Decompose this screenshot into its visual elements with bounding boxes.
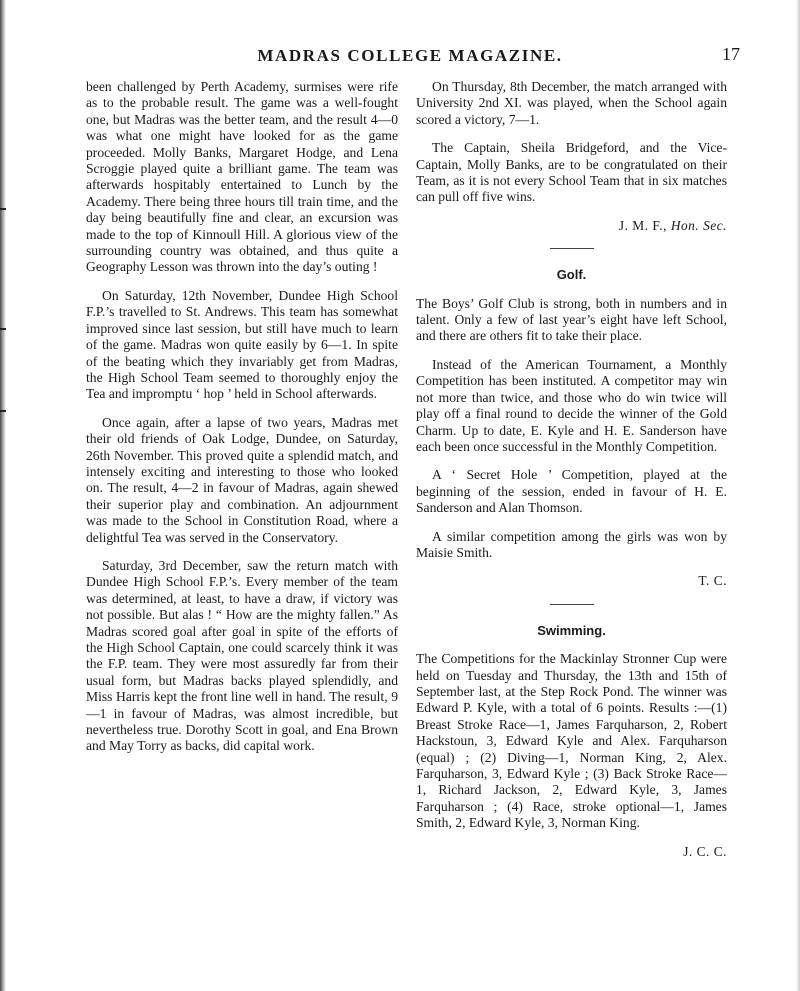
left-column xyxy=(86,79,398,767)
scan-mark xyxy=(0,410,6,412)
scan-mark xyxy=(0,208,6,210)
paragraph: On Thursday, 8th December, the match arranged with University 2nd XI. was played, when the School again scored a victory, 7—1. xyxy=(416,79,727,127)
right-column xyxy=(416,79,727,870)
scan-mark xyxy=(0,328,6,330)
scan-edge-right xyxy=(796,0,800,991)
section-divider xyxy=(550,248,594,249)
magazine-title: MADRAS COLLEGE MAGAZINE. xyxy=(257,46,563,65)
swimming-heading: Swimming. xyxy=(537,622,606,638)
paragraph: The Competitions for the Mackinlay Stronner Cup were held on Tuesday and Thursday, the 13th and 15th of September last, at the Step Rock Pond. The winner was Edward P. Kyle, with a total of 6 points. Results :—(1) Breast Stroke Race—1, James Farquharson, 2, Robert Hackstoun, 3, Edward Kyle and Alex. Farquharson (equal) ; (2) Diving—1, Norman King, 2, Alex. Farquharson, 3, Edward Kyle ; (3) Back Stroke Race—1, Richard Jackson, 2, Edward Kyle, 3, James Farquharson ; (4) Race, stroke optional—1, James Smith, 2, Edward Kyle, 3, Norman King. xyxy=(416,651,727,831)
paragraph: Instead of the American Tournament, a Monthly Competition has been instituted. A competitor may win not more than twice, and those who do win twice will play off a final round to decide the winner of the Gold Charm. Up to date, E. Kyle and H. E. Sanderson have each been once successful in the Monthly Competition. xyxy=(416,356,727,454)
scan-edge-left xyxy=(0,0,6,991)
paragraph: Once again, after a lapse of two years, Madras met their old friends of Oak Lodge, Dundee, on Saturday, 26th November. This proved quite a splendid match, and intensely exciting and interesting to those who looked on. The result, 4—2 in favour of Madras, again shewed their superior play and combination. An adjournment was made to the School in Constitution Road, where a delightful Tea was served in the Conservatory. xyxy=(86,414,398,545)
signature-initials: J. M. F., xyxy=(618,217,667,233)
paragraph: been challenged by Perth Academy, surmises were rife as to the probable result. The game was a well-fought one, but Madras was the better team, and the result 4—0 was what one might have looked for as the game proceeded. Molly Banks, Margaret Hodge, and Lena Scroggie played quite a brilliant game. The team was afterwards hospitably entertained to Lunch by the Academy. There being three hours till train time, and the day being beautifully fine and clear, an excursion was made to the top of Kinnoull Hill. A glorious view of the surrounding country was obtained, and thus quite a Geography Lesson was thrown into the day’s outing ! xyxy=(86,79,398,275)
signature-golf: T. C. xyxy=(698,573,727,589)
paragraph: The Boys’ Golf Club is strong, both in numbers and in talent. Only a few of last year’s eight have left School, and there are others fit to take their place. xyxy=(416,295,727,344)
golf-heading: Golf. xyxy=(556,267,587,283)
paragraph: On Saturday, 12th November, Dundee High School F.P.’s travelled to St. Andrews. This team has somewhat improved since last session, but still have much to learn of the game. Madras won quite easily by 6—1. In spite of the beating which they invariably get from Madras, the High School Team seemed to thoroughly enjoy the Tea and impromptu ‘ hop ’ held in School afterwards. xyxy=(86,287,398,402)
paragraph: The Captain, Sheila Bridgeford, and the Vice-Captain, Molly Banks, are to be congratulated on their Team, as it is not every School Team that in six matches can pull off five wins. xyxy=(416,140,727,205)
signature-hon-sec xyxy=(416,218,727,234)
paragraph: Saturday, 3rd December, saw the return match with Dundee High School F.P.’s. Every member of the team was determined, at least, to have a draw, if victory was not possible. But alas ! “ How are the mighty fallen.” As Madras scored goal after goal in spite of the efforts of the High School Captain, one could scarcely think it was the F.P. team. They were most assuredly far from their usual form, but Madras backs played splendidly, and Miss Harris kept the front line well in hand. The result, 9—1 in favour of Madras, was almost incredible, but nevertheless true. Dorothy Scott in goal, and Ena Brown and May Torry as backs, did capital work. xyxy=(86,557,398,754)
signature-role: Hon. Sec. xyxy=(670,217,727,233)
paragraph: A ‘ Secret Hole ’ Competition, played at the beginning of the session, ended in favour of H. E. Sanderson and Alan Thomson. xyxy=(416,467,727,516)
page-number: 17 xyxy=(722,44,740,64)
signature-swimming: J. C. C. xyxy=(683,843,727,859)
paragraph: A similar competition among the girls was won by Maisie Smith. xyxy=(416,528,727,560)
section-divider xyxy=(550,604,594,605)
running-header xyxy=(80,42,740,72)
